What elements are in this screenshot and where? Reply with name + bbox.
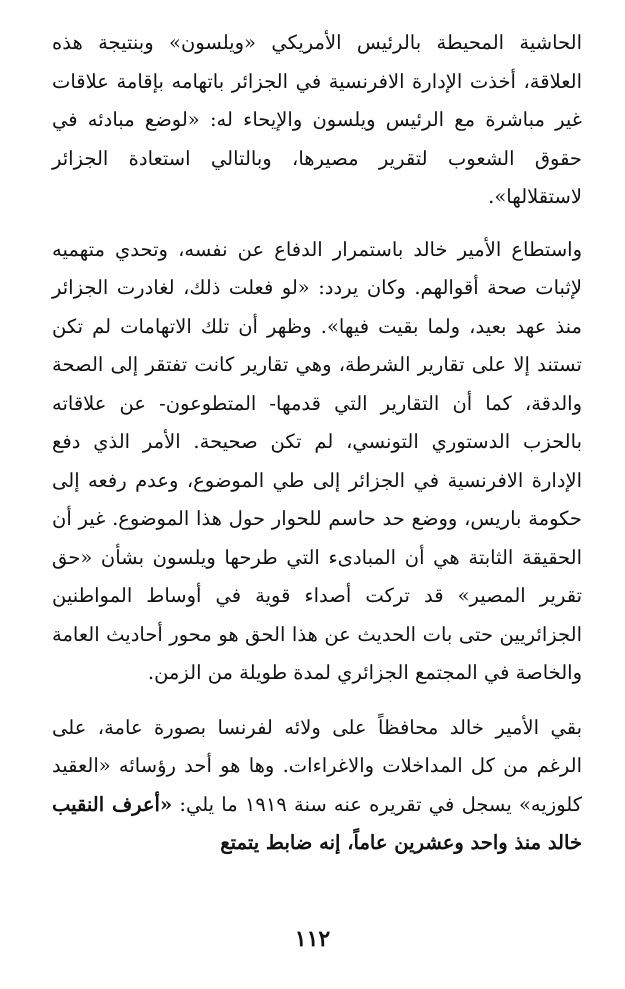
page-body xyxy=(52,24,582,863)
paragraph-3 xyxy=(52,709,582,863)
page-number: ١١٢ xyxy=(294,926,331,952)
paragraph-2: واستطاع الأمير خالد باستمرار الدفاع عن نفسه، وتحدي متهميه لإثبات صحة أقوالهم. وكان يردد: «لو فعلت ذلك، لغادرت الجزائر منذ عهد بعيد، ولما بقيت فيها». وظهر أن تلك الاتهامات لم تكن تستند إلا على تقارير الشرطة، وهي تقارير كانت تفتقر إلى الصحة والدقة، كما أن التقارير التي قدمها- المتطوعون- عن علاقاته بالحزب الدستوري التونسي، لم تكن صحيحة. الأمر الذي دفع الإدارة الافرنسية في الجزائر إلى طي الموضوع، وعدم رفعه إلى حكومة باريس، ووضع حد حاسم للحوار حول هذا الموضوع. غير أن الحقيقة الثابتة هي أن المبادىء التي طرحها ويلسون بشأن «حق تقرير المصير» قد تركت أصداء قوية في أوساط المواطنين الجزائريين حتى بات الحديث عن هذا الحق هو محور أحاديث العامة والخاصة في المجتمع الجزائري لمدة طويلة من الزمن. xyxy=(52,237,582,684)
paragraph-3-text: بقي الأمير خالد محافظاً على ولائه لفرنسا بصورة عامة، على الرغم من كل المداخلات والاغراءات. وها هو أحد رؤسائه «العقيد كلوزيه» يسجل في تقريره عنه سنة ١٩١٩ ما يلي: xyxy=(52,715,583,816)
paragraph-1: الحاشية المحيطة بالرئيس الأمريكي «ويلسون» وبنتيجة هذه العلاقة، أخذت الإدارة الافرنسية في الجزائر باتهامه بإقامة علاقات غير مباشرة مع الرئيس ويلسون والإيحاء له: «لوضع مبادئه في حقوق الشعوب لتقرير مصيرها، وبالتالي استعادة الجزائر لاستقلالها». xyxy=(52,31,582,208)
bold-quote: «أعرف النقيب خالد منذ واحد وعشرين عاماً، إنه ضابط يتمتع xyxy=(52,792,582,854)
